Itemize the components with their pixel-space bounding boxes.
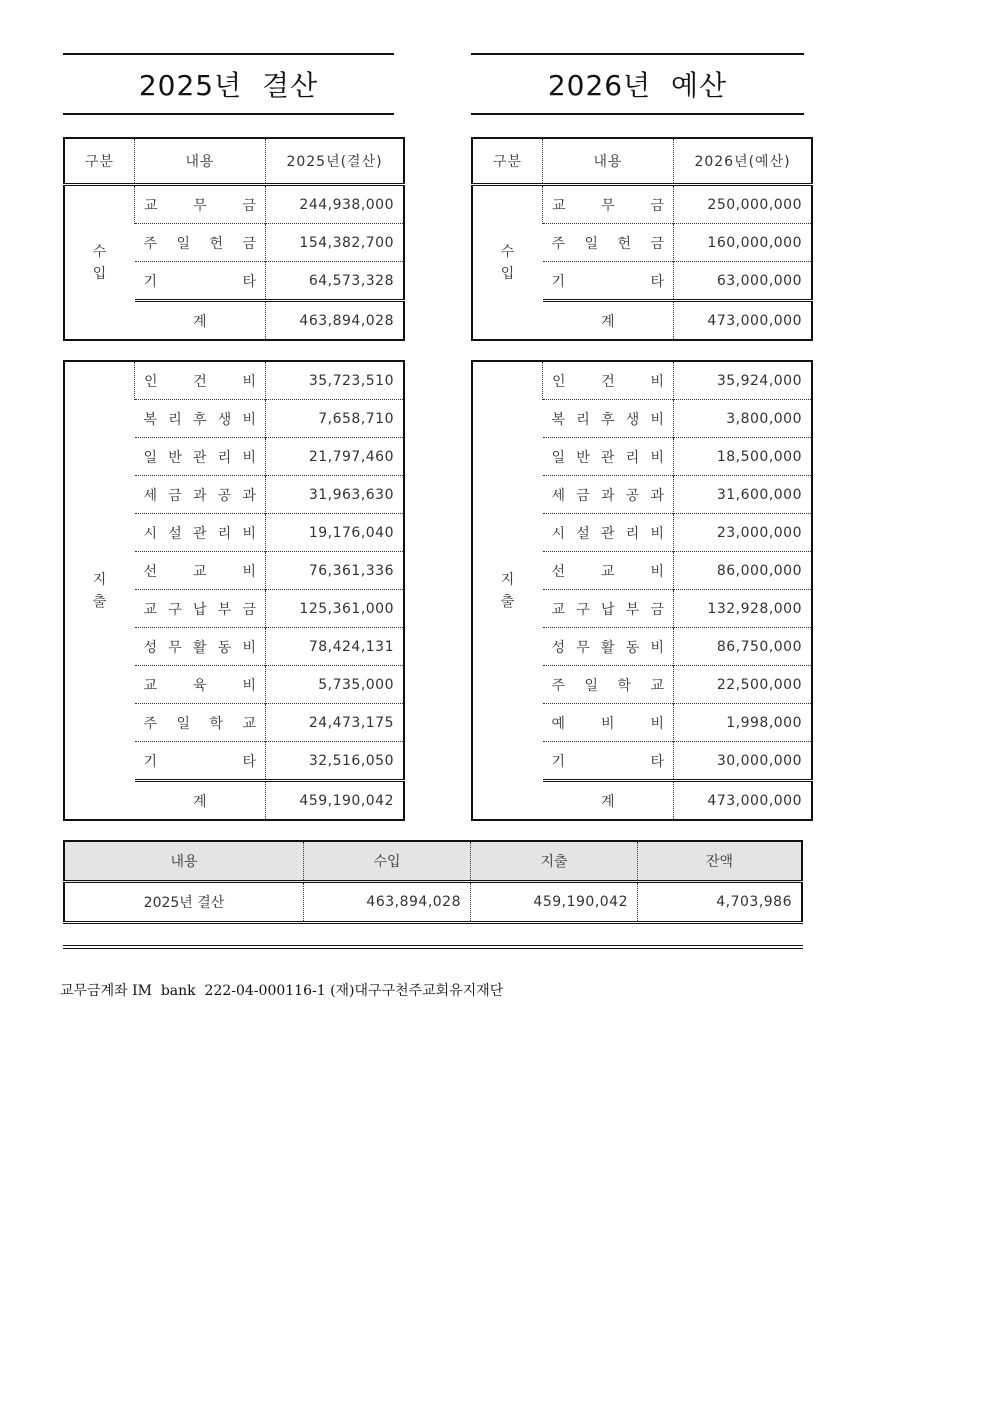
item-label-char: 관	[192, 449, 207, 466]
item-label-char: 비	[600, 715, 615, 732]
item-label-char: 관	[600, 449, 615, 466]
item-label	[543, 476, 674, 514]
item-label-char: 주	[551, 677, 566, 694]
item-label-spread	[543, 637, 674, 657]
item-label	[543, 400, 674, 438]
item-label-char: 타	[242, 273, 256, 290]
item-label-char: 학	[617, 677, 631, 694]
summary-table	[63, 840, 803, 924]
item-amount: 64,573,328	[266, 262, 405, 301]
item-amount: 19,176,040	[266, 514, 405, 552]
summary-header-income: 수입	[304, 841, 471, 882]
category-char: 입	[92, 265, 107, 282]
item-label-char: 구	[168, 601, 182, 618]
income-table-2025	[63, 137, 405, 341]
total-amount: 473,000,000	[674, 781, 813, 821]
item-label-char: 비	[650, 639, 664, 656]
item-label-char: 비	[650, 715, 664, 732]
item-amount: 76,361,336	[266, 552, 405, 590]
item-label-char: 리	[217, 449, 232, 466]
item-label-char: 무	[168, 639, 182, 656]
category-expense	[472, 361, 543, 820]
item-label-char: 교	[242, 715, 256, 732]
footer-double-rule	[63, 945, 803, 949]
item-amount: 22,500,000	[674, 666, 813, 704]
item-label-spread	[135, 713, 266, 733]
item-label-char: 후	[600, 411, 615, 428]
item-label-char: 비	[242, 639, 256, 656]
item-label-char: 공	[217, 487, 232, 504]
item-label-char: 과	[242, 487, 256, 504]
total-amount: 463,894,028	[266, 301, 405, 341]
table-row	[64, 185, 404, 224]
item-label-spread	[135, 233, 266, 253]
item-label-char: 리	[625, 449, 640, 466]
total-label: 계	[135, 301, 266, 341]
item-label	[135, 185, 266, 224]
item-label-char: 예	[551, 715, 566, 732]
item-label-char: 일	[584, 235, 599, 252]
summary-header-expense: 지출	[471, 841, 638, 882]
header-category: 구분	[472, 138, 543, 185]
item-amount: 78,424,131	[266, 628, 405, 666]
item-label-spread	[543, 561, 674, 581]
item-label-char: 성	[143, 639, 158, 656]
header-content: 내용	[135, 138, 266, 185]
item-label	[135, 361, 266, 400]
budget-2026-title	[471, 53, 804, 115]
item-label-spread	[135, 751, 266, 771]
item-label-char: 비	[242, 525, 256, 542]
item-label-char: 부	[625, 601, 640, 618]
bank-account-note: 교무금계좌 IM bank 222-04-000116-1 (재)대구구천주교회유지재단	[60, 983, 504, 999]
item-label-spread	[543, 371, 673, 391]
item-label-char: 설	[576, 525, 590, 542]
category-char: 지	[92, 571, 107, 588]
item-label-spread	[135, 637, 266, 657]
item-label-char: 과	[650, 487, 664, 504]
category-char: 입	[500, 265, 515, 282]
summary-header-content: 내용	[64, 841, 304, 882]
summary-row-income: 463,894,028	[304, 882, 471, 923]
item-label-char: 부	[217, 601, 232, 618]
item-label-char: 설	[168, 525, 182, 542]
item-label-char: 반	[576, 449, 590, 466]
item-label-char: 교	[144, 197, 158, 214]
item-label-char: 헌	[617, 235, 631, 252]
item-label-char: 활	[192, 639, 207, 656]
item-amount: 31,963,630	[266, 476, 405, 514]
item-label-char: 주	[143, 715, 158, 732]
header-amount: 2026년(예산)	[674, 138, 813, 185]
total-label: 계	[543, 781, 674, 821]
item-label-char: 비	[242, 563, 256, 580]
item-label-char: 시	[143, 525, 158, 542]
category-expense	[64, 361, 135, 820]
item-label-char: 리	[576, 411, 590, 428]
item-label-char: 동	[217, 639, 232, 656]
item-label-char: 인	[144, 373, 158, 390]
item-amount: 1,998,000	[674, 704, 813, 742]
item-label-char: 교	[192, 563, 207, 580]
item-label	[543, 438, 674, 476]
item-label-char: 리	[168, 411, 182, 428]
item-label-spread	[543, 675, 674, 695]
item-label-char: 육	[192, 677, 207, 694]
item-label-char: 금	[168, 487, 182, 504]
item-label-char: 교	[551, 601, 566, 618]
summary-header-balance: 잔액	[638, 841, 803, 882]
item-label-char: 비	[650, 563, 664, 580]
summary-row-expense: 459,190,042	[471, 882, 638, 923]
category-char: 수	[92, 243, 107, 260]
item-label-spread	[135, 409, 266, 429]
income-table-2026	[471, 137, 813, 341]
item-label	[135, 552, 266, 590]
item-label-char: 비	[242, 677, 256, 694]
summary-header-row	[64, 841, 802, 882]
item-label-char: 일	[143, 449, 158, 466]
item-label	[135, 590, 266, 628]
expense-table-2025	[63, 360, 405, 821]
table-row	[472, 361, 812, 400]
category-char: 출	[92, 593, 107, 610]
item-label-char: 교	[143, 601, 158, 618]
table-row	[64, 361, 404, 400]
item-label-spread	[135, 523, 266, 543]
item-label-char: 비	[242, 449, 256, 466]
item-label	[543, 262, 674, 301]
item-amount: 23,000,000	[674, 514, 813, 552]
item-label-char: 금	[242, 197, 256, 214]
item-amount: 21,797,460	[266, 438, 405, 476]
income-table-2025-double-rule	[63, 339, 394, 340]
item-label	[543, 361, 674, 400]
item-label	[543, 224, 674, 262]
item-label-char: 동	[625, 639, 640, 656]
expense-table-2026	[471, 360, 813, 821]
item-label	[135, 438, 266, 476]
header-amount: 2025년(결산)	[266, 138, 405, 185]
item-amount: 24,473,175	[266, 704, 405, 742]
total-label: 계	[135, 781, 266, 821]
item-label-char: 무	[193, 197, 207, 214]
item-amount: 86,750,000	[674, 628, 813, 666]
item-label-char: 납	[600, 601, 615, 618]
table-row	[472, 185, 812, 224]
item-label	[543, 742, 674, 781]
item-label-char: 건	[193, 373, 207, 390]
item-label-char: 금	[650, 601, 664, 618]
item-label-char: 일	[551, 449, 566, 466]
item-label-char: 반	[168, 449, 182, 466]
item-label-char: 교	[143, 677, 158, 694]
item-label-spread	[543, 409, 674, 429]
item-label-char: 구	[576, 601, 590, 618]
item-label-spread	[543, 485, 674, 505]
item-amount: 3,800,000	[674, 400, 813, 438]
income-table-2026-double-rule	[471, 339, 804, 340]
item-label	[135, 400, 266, 438]
item-amount: 18,500,000	[674, 438, 813, 476]
item-label-char: 생	[217, 411, 232, 428]
item-label-spread	[543, 447, 674, 467]
item-amount: 35,723,510	[266, 361, 405, 400]
item-label-spread	[135, 599, 266, 619]
summary-row-label: 2025년 결산	[143, 895, 225, 911]
item-label-spread	[543, 523, 674, 543]
item-amount: 35,924,000	[674, 361, 813, 400]
item-label-char: 무	[601, 197, 615, 214]
item-label-char: 교	[552, 197, 566, 214]
item-label-char: 비	[650, 411, 664, 428]
item-label-char: 과	[192, 487, 207, 504]
item-label-char: 리	[217, 525, 232, 542]
item-amount: 5,735,000	[266, 666, 405, 704]
item-label	[135, 476, 266, 514]
item-label-char: 기	[143, 273, 158, 290]
item-label	[543, 666, 674, 704]
item-label	[135, 742, 266, 781]
total-label: 계	[543, 301, 674, 341]
item-amount: 244,938,000	[266, 185, 405, 224]
category-income	[64, 185, 135, 341]
item-label-char: 세	[143, 487, 158, 504]
header-row	[472, 138, 812, 185]
total-amount: 459,190,042	[266, 781, 405, 821]
item-label-char: 성	[551, 639, 566, 656]
item-amount: 132,928,000	[674, 590, 813, 628]
item-label-char: 비	[242, 373, 256, 390]
item-label	[543, 704, 674, 742]
item-label	[135, 704, 266, 742]
item-label-char: 관	[600, 525, 615, 542]
item-label-char: 주	[551, 235, 566, 252]
item-label-char: 건	[601, 373, 615, 390]
item-label	[135, 224, 266, 262]
item-label	[543, 590, 674, 628]
item-label-spread	[543, 713, 674, 733]
item-label-char: 금	[650, 235, 664, 252]
settlement-2025-title-text: 2025년 결산	[138, 69, 319, 102]
item-label-char: 금	[242, 601, 256, 618]
item-label-char: 일	[584, 677, 599, 694]
item-amount: 160,000,000	[674, 224, 813, 262]
item-label-char: 일	[176, 715, 191, 732]
item-label-char: 복	[551, 411, 566, 428]
item-label-char: 타	[242, 753, 256, 770]
item-label-char: 학	[209, 715, 223, 732]
item-label-char: 시	[551, 525, 566, 542]
item-label	[543, 514, 674, 552]
header-content: 내용	[543, 138, 674, 185]
item-label-char: 리	[625, 525, 640, 542]
item-label-char: 일	[176, 235, 191, 252]
item-label-char: 기	[143, 753, 158, 770]
item-label-char: 후	[192, 411, 207, 428]
item-amount: 86,000,000	[674, 552, 813, 590]
item-label-char: 비	[650, 525, 664, 542]
item-label	[135, 628, 266, 666]
item-label-spread	[543, 751, 674, 771]
item-label-spread	[135, 271, 266, 291]
budget-2026-title-text: 2026년 예산	[547, 69, 728, 102]
item-amount: 32,516,050	[266, 742, 405, 781]
item-amount: 63,000,000	[674, 262, 813, 301]
item-label	[135, 514, 266, 552]
item-label-char: 세	[551, 487, 566, 504]
item-label-spread	[135, 561, 266, 581]
category-char: 출	[500, 593, 515, 610]
item-amount: 7,658,710	[266, 400, 405, 438]
category-char: 수	[500, 243, 515, 260]
item-label-char: 납	[192, 601, 207, 618]
item-label-char: 타	[650, 273, 664, 290]
total-amount: 473,000,000	[674, 301, 813, 341]
item-amount: 31,600,000	[674, 476, 813, 514]
item-label	[135, 666, 266, 704]
item-label-char: 금	[650, 197, 664, 214]
header-row	[64, 138, 404, 185]
item-label	[543, 185, 674, 224]
item-label-spread	[543, 271, 674, 291]
item-label-char: 헌	[209, 235, 223, 252]
item-label-char: 무	[576, 639, 590, 656]
item-label-char: 선	[143, 563, 158, 580]
category-char: 지	[500, 571, 515, 588]
item-amount: 30,000,000	[674, 742, 813, 781]
item-label	[543, 552, 674, 590]
item-label-char: 기	[551, 753, 566, 770]
summary-row	[64, 882, 802, 923]
item-label	[543, 628, 674, 666]
item-label-char: 타	[650, 753, 664, 770]
settlement-2025-title	[63, 53, 394, 115]
item-label-char: 활	[600, 639, 615, 656]
item-label-spread	[543, 233, 674, 253]
item-label-char: 공	[625, 487, 640, 504]
item-label-char: 기	[551, 273, 566, 290]
item-label-char: 비	[650, 373, 664, 390]
item-label-char: 인	[552, 373, 566, 390]
item-label-char: 생	[625, 411, 640, 428]
item-label-char: 관	[192, 525, 207, 542]
item-label-char: 금	[242, 235, 256, 252]
item-label-char: 비	[650, 449, 664, 466]
item-label-char: 금	[576, 487, 590, 504]
item-label-spread	[135, 485, 266, 505]
item-label-spread	[135, 447, 266, 467]
item-label-spread	[135, 195, 265, 215]
item-label-char: 주	[143, 235, 158, 252]
item-label-char: 복	[143, 411, 158, 428]
item-label	[135, 262, 266, 301]
summary-row-balance: 4,703,986	[638, 882, 803, 923]
item-label-spread	[543, 195, 673, 215]
item-amount: 250,000,000	[674, 185, 813, 224]
item-label-char: 비	[242, 411, 256, 428]
item-label-spread	[543, 599, 674, 619]
item-label-char: 교	[600, 563, 615, 580]
item-label-char: 과	[600, 487, 615, 504]
header-category: 구분	[64, 138, 135, 185]
item-label-char: 선	[551, 563, 566, 580]
item-amount: 125,361,000	[266, 590, 405, 628]
item-amount: 154,382,700	[266, 224, 405, 262]
item-label-char: 교	[650, 677, 664, 694]
item-label-spread	[135, 371, 265, 391]
category-income	[472, 185, 543, 341]
item-label-spread	[135, 675, 266, 695]
